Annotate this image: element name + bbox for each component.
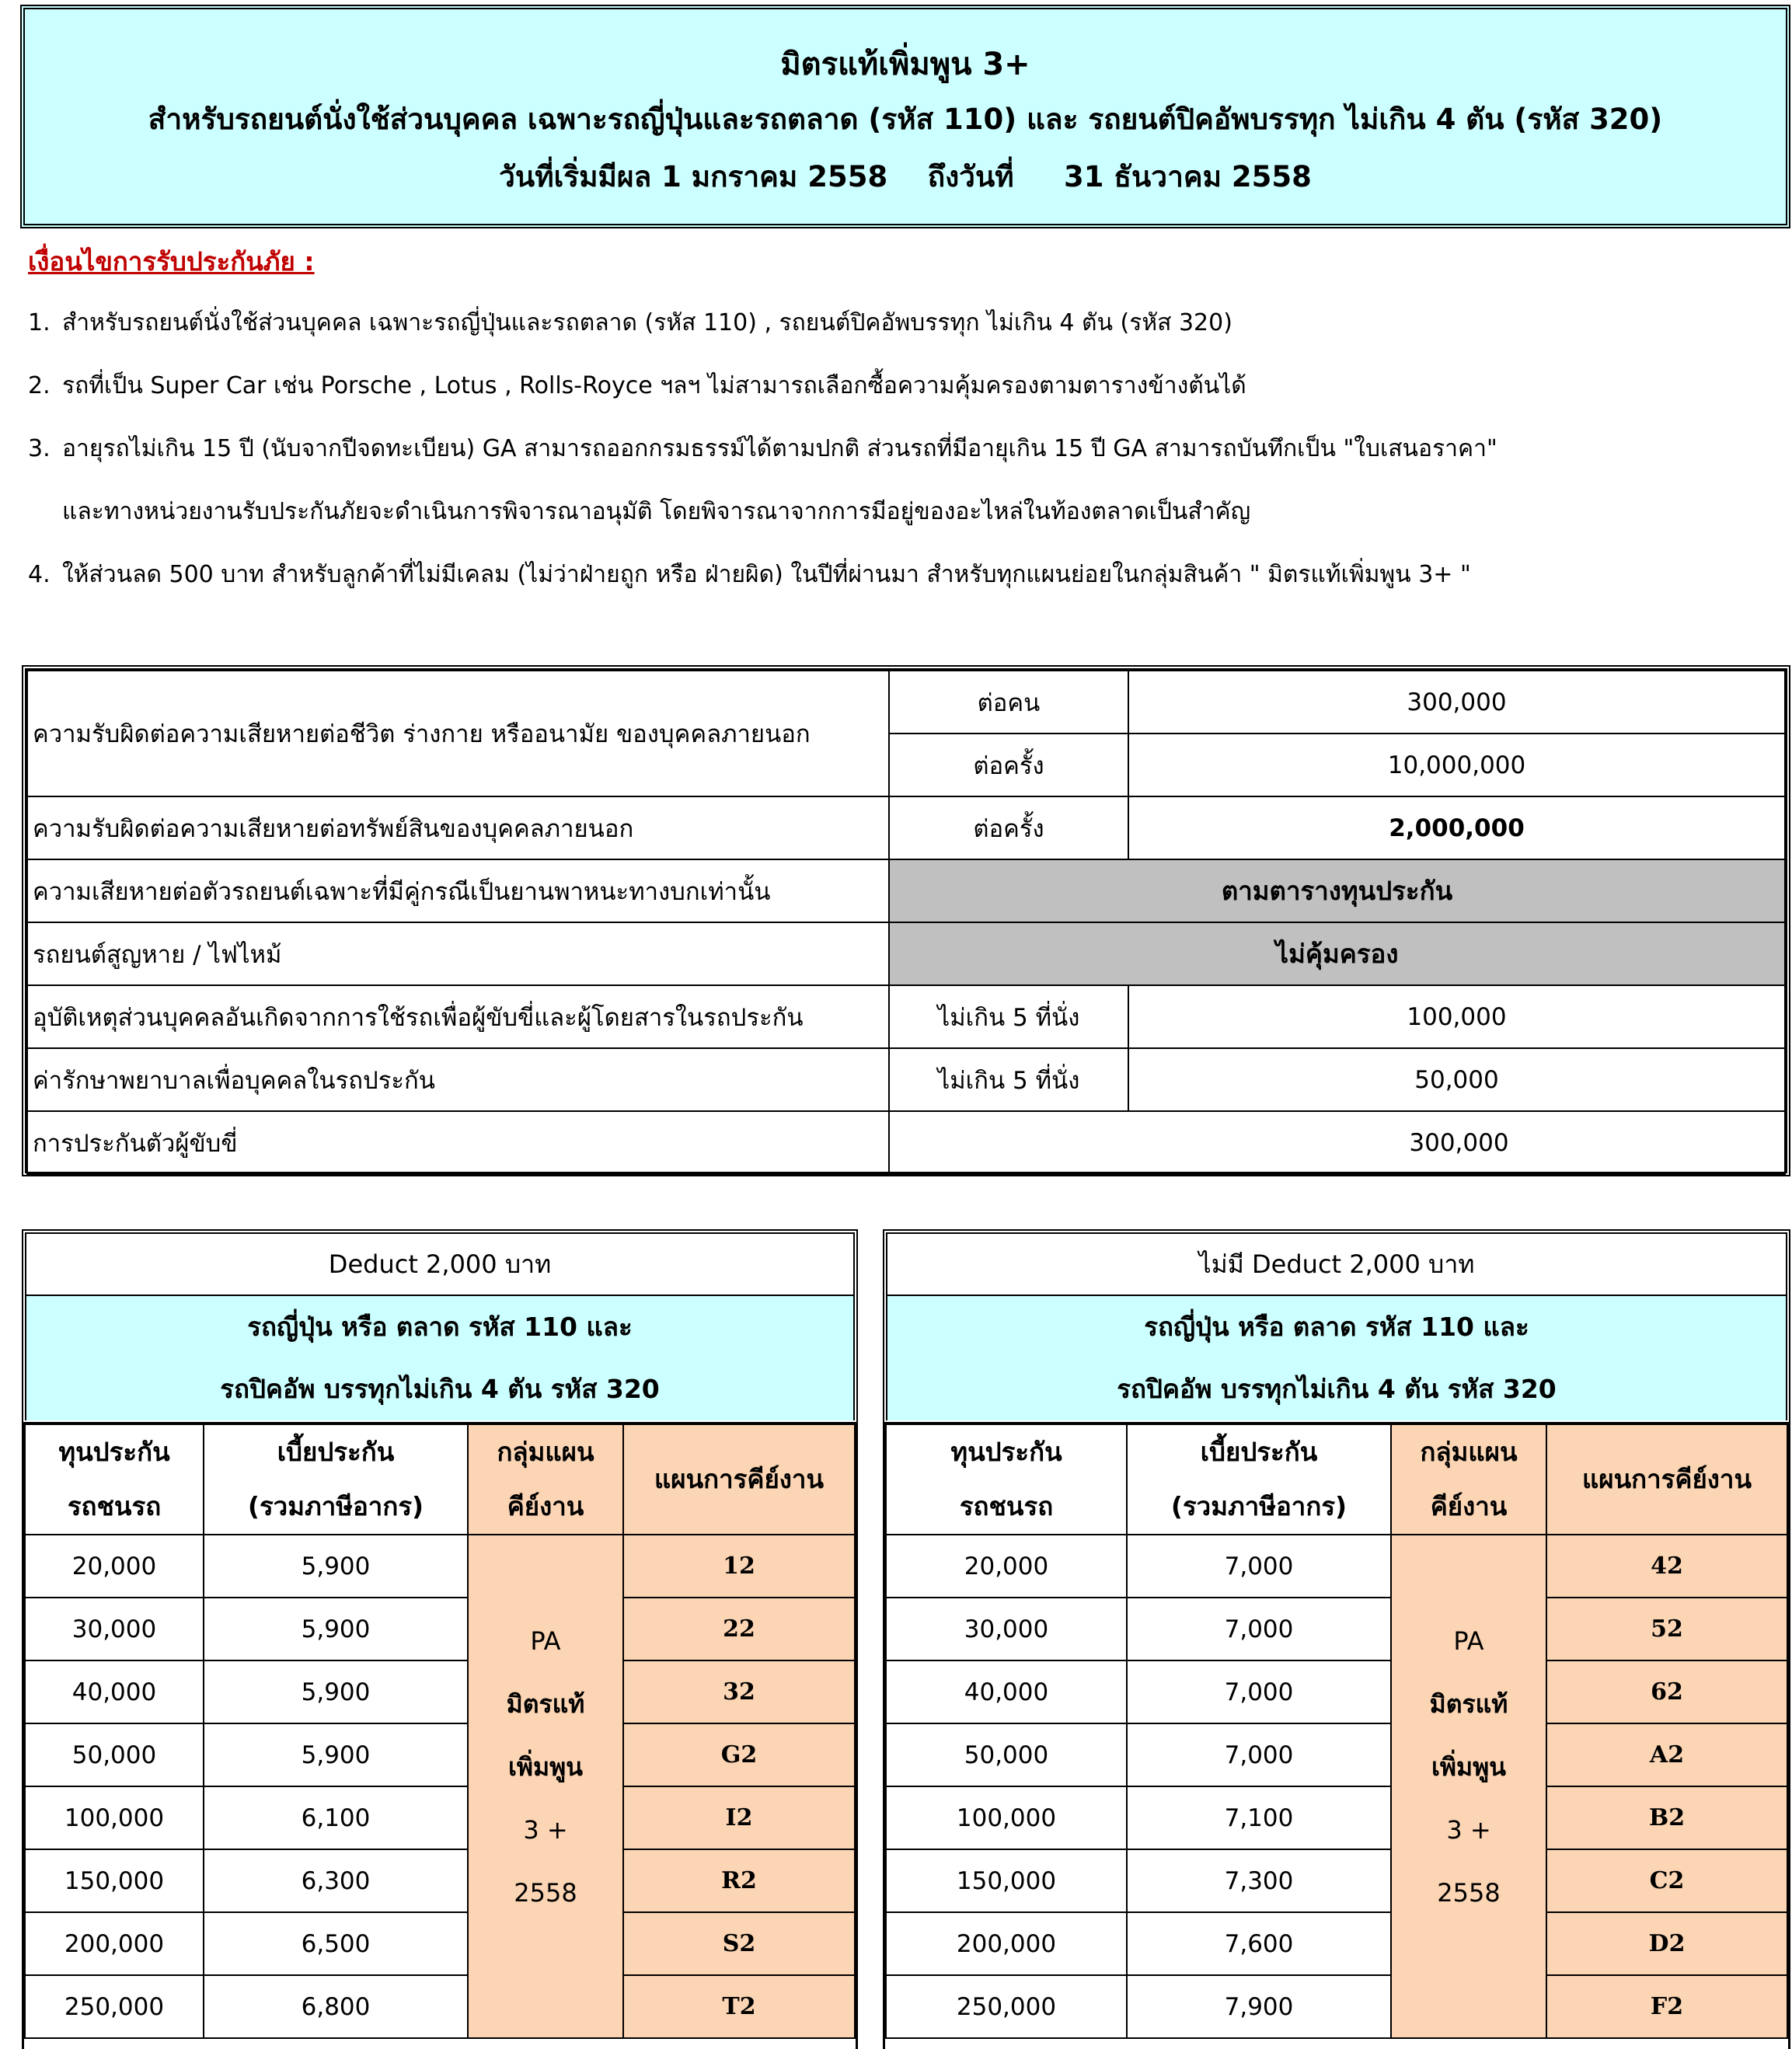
- premium-cell: 5,900: [204, 1598, 468, 1660]
- page-title: มิตรแท้เพิ่มพูน 3+: [780, 47, 1030, 82]
- coverage-unit: ไม่เกิน 5 ที่นั่ง: [889, 1048, 1128, 1111]
- plan-header: [883, 1229, 1790, 1423]
- premium-cell: 5,900: [204, 1723, 468, 1786]
- table-row: [25, 1975, 855, 2038]
- coverage-unit: ต่อครั้ง: [889, 796, 1128, 859]
- sum-insured-cell: 200,000: [25, 1912, 204, 1975]
- premium-cell: 7,000: [1127, 1723, 1391, 1786]
- table-row: [27, 1111, 1785, 1174]
- coverage-value: 10,000,000: [1128, 734, 1785, 796]
- column-header-plan-code: แผนการคีย์งาน: [623, 1424, 855, 1535]
- sum-insured-cell: 100,000: [886, 1786, 1127, 1849]
- plan-code-cell: B2: [1546, 1786, 1787, 1849]
- condition-item: 3. อายุรถไม่เกิน 15 ปี (นับจากปีจดทะเบียน) GA สามารถออกกรมธรรม์ได้ตามปกติ ส่วนรถที่มีอายุเกิน 15 ปี GA สามารถบันทึกเป็น "ใบเสนอราคา": [28, 435, 1497, 462]
- plan-code-cell: T2: [623, 1975, 855, 2038]
- sum-insured-cell: 50,000: [886, 1723, 1127, 1786]
- table-row: [886, 1723, 1787, 1786]
- plan-code-cell: D2: [1546, 1912, 1787, 1975]
- table-row: [25, 1535, 855, 1598]
- premium-cell: 6,500: [204, 1912, 468, 1975]
- plan-code-cell: I2: [623, 1786, 855, 1849]
- sum-insured-cell: 200,000: [886, 1912, 1127, 1975]
- plan-code-cell: F2: [1546, 1975, 1787, 2038]
- condition-item: 4. ให้ส่วนลด 500 บาท สำหรับลูกค้าที่ไม่มีเคลม (ไม่ว่าฝ่ายถูก หรือ ฝ่ายผิด) ในปีที่ผ่านมา สำหรับทุกแผนย่อยในกลุ่มสินค้า " มิตรแท้เพิ่มพูน 3+ ": [28, 561, 1471, 588]
- plan-group-line: มิตรแท้: [1429, 1689, 1508, 1719]
- coverage-value: 50,000: [1128, 1048, 1785, 1111]
- plan-title: Deduct 2,000 บาท: [26, 1234, 853, 1296]
- table-row: [27, 671, 1785, 734]
- plan-group-line: 3 +: [1446, 1815, 1491, 1845]
- plan-group-cell: [468, 1535, 623, 2038]
- premium-cell: 7,300: [1127, 1849, 1391, 1912]
- condition-item-continued: และทางหน่วยงานรับประกันภัยจะดำเนินการพิจารณาอนุมัติ โดยพิจารณาจากการมีอยู่ของอะไหล่ในท้องตลาดเป็นสำคัญ: [62, 498, 1251, 525]
- sum-insured-cell: 30,000: [886, 1598, 1127, 1660]
- plan-group-line: มิตรแท้: [506, 1689, 585, 1719]
- coverage-label: ค่ารักษาพยาบาลเพื่อบุคคลในรถประกัน: [27, 1048, 889, 1111]
- sum-insured-cell: 250,000: [25, 1975, 204, 2038]
- sum-insured-cell: 250,000: [886, 1975, 1127, 2038]
- premium-cell: 7,000: [1127, 1660, 1391, 1723]
- table-row: [25, 1598, 855, 1660]
- table-row: [27, 859, 1785, 922]
- premium-cell: 7,000: [1127, 1598, 1391, 1660]
- plan-group-cell: [1391, 1535, 1546, 2038]
- sum-insured-cell: 20,000: [25, 1535, 204, 1598]
- column-header-plan-group: กลุ่มแผน คีย์งาน: [1391, 1424, 1546, 1535]
- table-header-row: [25, 1424, 855, 1535]
- sum-insured-cell: 100,000: [25, 1786, 204, 1849]
- plan-group-line: PA: [1453, 1626, 1484, 1656]
- column-header-premium: เบี้ยประกัน (รวมภาษีอากร): [1127, 1424, 1391, 1535]
- premium-cell: 5,900: [204, 1535, 468, 1598]
- plan-rows: [886, 1535, 1787, 2038]
- sum-insured-cell: 150,000: [886, 1849, 1127, 1912]
- coverage-table: [22, 665, 1790, 1176]
- plan-code-cell: A2: [1546, 1723, 1787, 1786]
- plan-group-line: PA: [530, 1626, 561, 1656]
- coverage-label: ความรับผิดต่อความเสียหายต่อทรัพย์สินของบุคคลภายนอก: [27, 796, 889, 859]
- table-row: [886, 1975, 1787, 2038]
- coverage-value: 100,000: [1128, 985, 1785, 1048]
- premium-cell: 6,300: [204, 1849, 468, 1912]
- coverage-label: การประกันตัวผู้ขับขี่: [27, 1111, 889, 1174]
- plan-code-cell: 12: [623, 1535, 855, 1598]
- plan-group-line: 2558: [514, 1878, 577, 1908]
- premium-cell: 5,900: [204, 1660, 468, 1723]
- plan-code-cell: C2: [1546, 1849, 1787, 1912]
- plan-group-line: 3 +: [523, 1815, 568, 1845]
- page-subtitle: สำหรับรถยนต์นั่งใช้ส่วนบุคคล เฉพาะรถญี่ปุ่นและรถตลาด (รหัส 110) และ รถยนต์ปิคอัพบรรทุก ไม่เกิน 4 ตัน (รหัส 320): [148, 103, 1663, 136]
- premium-cell: 7,000: [1127, 1535, 1391, 1598]
- plan-code-cell: 42: [1546, 1535, 1787, 1598]
- coverage-label: ความรับผิดต่อความเสียหายต่อชีวิต ร่างกาย หรืออนามัย ของบุคคลภายนอก: [27, 671, 889, 796]
- plan-code-cell: G2: [623, 1723, 855, 1786]
- premium-cell: 7,100: [1127, 1786, 1391, 1849]
- coverage-unit: ต่อครั้ง: [889, 734, 1128, 796]
- table-row: [886, 1535, 1787, 1598]
- column-header-sum-insured: ทุนประกัน รถชนรถ: [25, 1424, 204, 1535]
- premium-cell: 7,900: [1127, 1975, 1391, 2038]
- coverage-unit: ไม่เกิน 5 ที่นั่ง: [889, 985, 1128, 1048]
- sum-insured-cell: 20,000: [886, 1535, 1127, 1598]
- column-header-plan-code: แผนการคีย์งาน: [1546, 1424, 1787, 1535]
- table-row: [25, 1723, 855, 1786]
- table-row: [27, 1048, 1785, 1111]
- table-row: [25, 1849, 855, 1912]
- table-row: [27, 985, 1785, 1048]
- table-row: [25, 1912, 855, 1975]
- table-row: [886, 1598, 1787, 1660]
- plan-code-cell: 22: [623, 1598, 855, 1660]
- plan-grid: [883, 1423, 1790, 2049]
- coverage-value: ตามตารางทุนประกัน: [889, 859, 1785, 922]
- plan-table-deduct: [22, 1229, 858, 2049]
- plan-group-line: 2558: [1437, 1878, 1501, 1908]
- condition-item: 1. สำหรับรถยนต์นั่งใช้ส่วนบุคคล เฉพาะรถญี่ปุ่นและรถตลาด (รหัส 110) , รถยนต์ปิคอัพบรรทุก ไม่เกิน 4 ตัน (รหัส 320): [28, 309, 1232, 336]
- table-row: [27, 796, 1785, 859]
- table-row: [25, 1660, 855, 1723]
- premium-cell: 6,800: [204, 1975, 468, 2038]
- plan-code-cell: S2: [623, 1912, 855, 1975]
- conditions-title: เงื่อนไขการรับประกันภัย :: [28, 246, 315, 277]
- plan-code-cell: 52: [1546, 1598, 1787, 1660]
- sum-insured-cell: 30,000: [25, 1598, 204, 1660]
- effective-period: วันที่เริ่มมีผล 1 มกราคม 2558 ถึงวันที่ 31 ธันวาคม 2558: [499, 160, 1312, 193]
- premium-cell: 6,100: [204, 1786, 468, 1849]
- plan-table-no-deduct: [883, 1229, 1790, 2049]
- table-row: [886, 1786, 1787, 1849]
- coverage-value: 300,000: [1128, 671, 1785, 734]
- coverage-value: ไม่คุ้มครอง: [889, 922, 1785, 985]
- column-header-sum-insured: ทุนประกัน รถชนรถ: [886, 1424, 1127, 1535]
- table-row: [25, 1786, 855, 1849]
- coverage-unit: ต่อคน: [889, 671, 1128, 734]
- plan-vehicle-type: รถญี่ปุ่น หรือ ตลาด รหัส 110 และ รถปิคอัพ บรรทุกไม่เกิน 4 ตัน รหัส 320: [26, 1296, 853, 1420]
- table-row: [886, 1912, 1787, 1975]
- plan-grid: [22, 1423, 858, 2049]
- plan-group-line: เพิ่มพูน: [1431, 1752, 1507, 1782]
- coverage-label: รถยนต์สูญหาย / ไฟไหม้: [27, 922, 889, 985]
- sum-insured-cell: 50,000: [25, 1723, 204, 1786]
- sum-insured-cell: 40,000: [886, 1660, 1127, 1723]
- condition-item: 2. รถที่เป็น Super Car เช่น Porsche , Lotus , Rolls-Royce ฯลฯ ไม่สามารถเลือกซื้อความคุ้มครองตามตารางข้างต้นได้: [28, 372, 1246, 399]
- table-header-row: [886, 1424, 1787, 1535]
- plan-code-cell: R2: [623, 1849, 855, 1912]
- table-row: [886, 1849, 1787, 1912]
- table-row: [27, 922, 1785, 985]
- sum-insured-cell: 40,000: [25, 1660, 204, 1723]
- coverage-label: อุบัติเหตุส่วนบุคคลอันเกิดจากการใช้รถเพื่อผู้ขับขี่และผู้โดยสารในรถประกัน: [27, 985, 889, 1048]
- plan-vehicle-type: รถญี่ปุ่น หรือ ตลาด รหัส 110 และ รถปิคอัพ บรรทุกไม่เกิน 4 ตัน รหัส 320: [887, 1296, 1786, 1420]
- plan-code-cell: 32: [623, 1660, 855, 1723]
- header-banner: [20, 5, 1790, 228]
- plan-title: ไม่มี Deduct 2,000 บาท: [887, 1234, 1786, 1296]
- plan-code-cell: 62: [1546, 1660, 1787, 1723]
- coverage-value: 2,000,000: [1128, 796, 1785, 859]
- plan-rows: [25, 1535, 855, 2038]
- premium-cell: 7,600: [1127, 1912, 1391, 1975]
- column-header-premium: เบี้ยประกัน (รวมภาษีอากร): [204, 1424, 468, 1535]
- column-header-plan-group: กลุ่มแผน คีย์งาน: [468, 1424, 623, 1535]
- plan-header: [22, 1229, 858, 1423]
- table-row: [886, 1660, 1787, 1723]
- coverage-value: 300,000: [889, 1111, 1785, 1174]
- sum-insured-cell: 150,000: [25, 1849, 204, 1912]
- plan-group-line: เพิ่มพูน: [507, 1752, 584, 1782]
- coverage-label: ความเสียหายต่อตัวรถยนต์เฉพาะที่มีคู่กรณีเป็นยานพาหนะทางบกเท่านั้น: [27, 859, 889, 922]
